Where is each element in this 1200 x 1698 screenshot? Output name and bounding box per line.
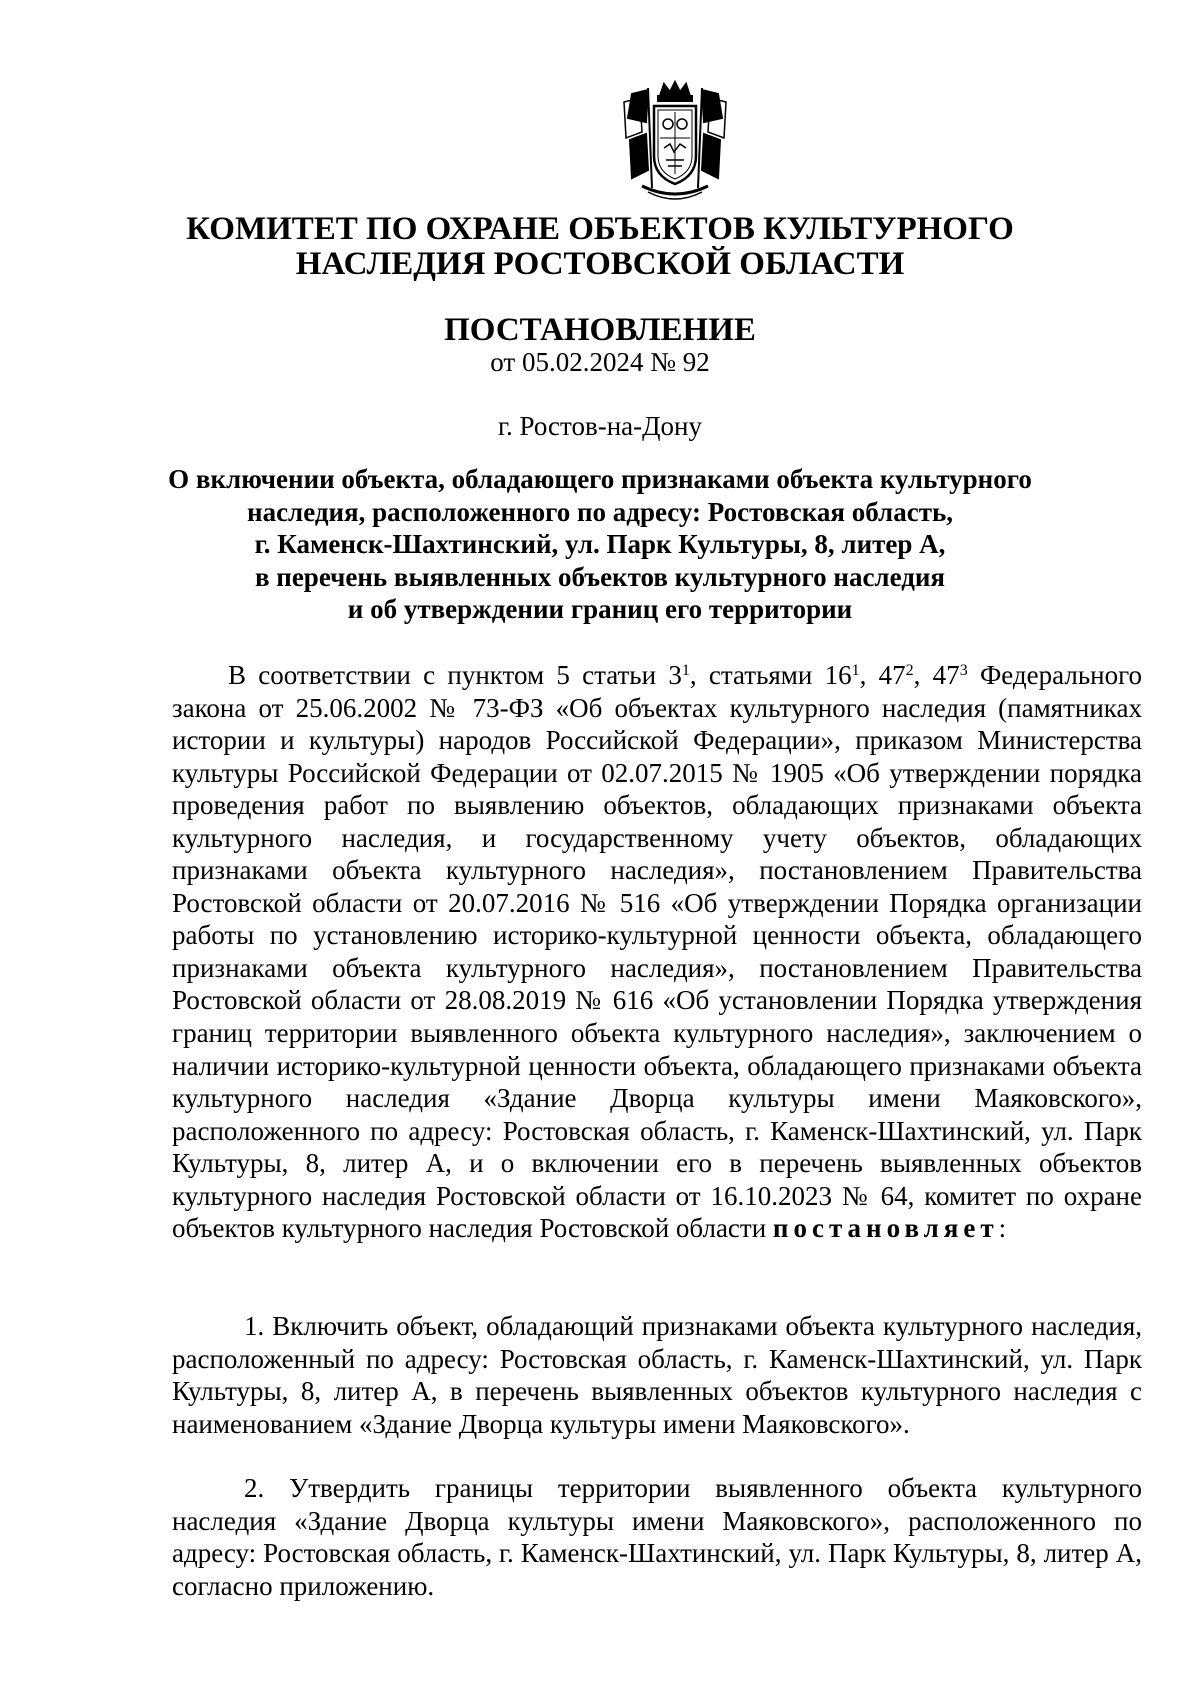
decree-word: постановляет <box>772 1213 999 1244</box>
decree-item-2: 2. Утвердить границы территории выявленного объекта культурного наследия «Здание Дворца культуры имени Маяковского», расположенного по адресу: Ростовская область, г. Каменск-Шахтинский, ул. Парк Культуры, 8, литер А, согласно приложению. <box>172 1473 1142 1601</box>
organization-name <box>150 212 1050 282</box>
organization-line-2: НАСЛЕДИЯ РОСТОВСКОЙ ОБЛАСТИ <box>295 246 905 282</box>
document-title <box>150 463 1050 626</box>
document-type: ПОСТАНОВЛЕНИЕ <box>444 312 756 348</box>
preamble-text: , 47 <box>859 660 906 690</box>
document-date-number: от 05.02.2024 № 92 <box>490 347 710 377</box>
superscript: 1 <box>681 662 690 679</box>
preamble-text: , статьями 16 <box>689 660 852 690</box>
preamble-colon: : <box>998 1213 1007 1244</box>
preamble-text: Федерального закона от 25.06.2002 № 73-ФЗ «Об объектах культурного наследия (памятниках истории и культуры) народов Российской Федерации», приказом Министерства культуры Российской Федерации от 02.07.2015 № 1905 «Об утверждении порядка проведения работ по выявлению объектов, обладающих признаками объекта культурного наследия, и государственному учету объектов, обладающих признаками объекта культурного наследия», постановлением Правительства Ростовской области от 20.07.2016 № 516 «Об утверждении Порядка организации работы по установлению историко-культурной ценности объекта, обладающего признаками объекта культурного наследия», постановлением Правительства Ростовской области от 28.08.2019 № 616 «Об установлении Порядка утверждения границ территории выявленного объекта культурного наследия», заключением о наличии историко-культурной ценности объекта, обладающего признаками объекта культурного наследия «Здание Дворца культуры имени Маяковского», расположенного по адресу: Ростовская область, г. Каменск-Шахтинский, ул. Парк Культуры, 8, литер А, и о включении его в перечень выявленных объектов культурного наследия Ростовской области от 16.10.2023 № 64, комитет по охране объектов культурного наследия Ростовской области <box>172 660 1143 1244</box>
document-city: г. Ростов-на-Дону <box>497 411 702 441</box>
organization-line-1: КОМИТЕТ ПО ОХРАНЕ ОБЪЕКТОВ КУЛЬТУРНОГО <box>186 211 1014 247</box>
title-line: О включении объекта, обладающего признаками объекта культурного <box>168 464 1032 494</box>
title-line: и об утверждении границ его территории <box>347 594 853 624</box>
decree-item-1: 1. Включить объект, обладающий признаками объекта культурного наследия, расположенный по адресу: Ростовская область, г. Каменск-Шахтинский, ул. Парк Культуры, 8, литер А, в перечень выявленных объектов культурного наследия с наименованием «Здание Дворца культуры имени Маяковского». <box>172 1311 1142 1439</box>
preamble-text: В соответствии с пунктом 5 статьи 3 <box>228 660 682 690</box>
title-line: в перечень выявленных объектов культурного наследия <box>254 561 946 592</box>
superscript: 2 <box>905 662 914 679</box>
title-line: г. Каменск-Шахтинский, ул. Парк Культуры, 8, литер А, <box>254 529 946 559</box>
superscript: 1 <box>851 662 860 679</box>
preamble-paragraph <box>172 659 1142 1245</box>
coat-of-arms-icon <box>618 78 732 206</box>
preamble-text: , 47 <box>913 660 960 690</box>
title-line: наследия, расположенного по адресу: Ростовская область, <box>247 496 953 527</box>
superscript: 3 <box>959 662 968 679</box>
